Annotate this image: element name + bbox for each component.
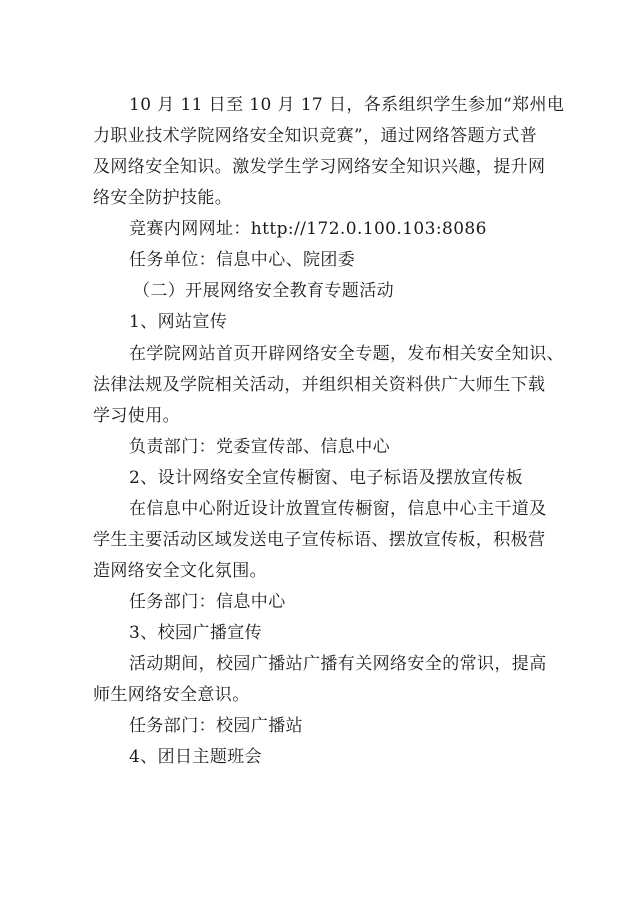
paragraph-display-line-1: 在信息中心附近设计放置宣传橱窗，信息中心主干道及 bbox=[129, 499, 547, 519]
paragraph-display-line-3: 造网络安全文化氛围。 bbox=[93, 561, 267, 581]
contest-url-line: 竞赛内网网址：http://172.0.100.103:8086 bbox=[129, 219, 487, 239]
item-2-heading: 2、设计网络安全宣传橱窗、电子标语及摆放宣传板 bbox=[129, 468, 524, 488]
paragraph-website-line-3: 学习使用。 bbox=[93, 406, 180, 426]
paragraph-broadcast-line-2: 师生网络安全意识。 bbox=[93, 685, 250, 705]
paragraph-broadcast-line-1: 活动期间，校园广播站广播有关网络安全的常识，提高 bbox=[129, 654, 547, 674]
task-dept-line-2: 任务部门：信息中心 bbox=[129, 592, 286, 612]
section-heading-2: （二）开展网络安全教育专题活动 bbox=[133, 281, 394, 301]
item-3-heading: 3、校园广播宣传 bbox=[129, 623, 263, 643]
task-unit-line: 任务单位：信息中心、院团委 bbox=[129, 250, 356, 270]
paragraph-contest-line-3: 及网络安全知识。激发学生学习网络安全知识兴趣，提升网 bbox=[93, 157, 546, 177]
paragraph-website-line-2: 法律法规及学院相关活动，并组织相关资料供广大师生下载 bbox=[93, 375, 546, 395]
item-4-heading: 4、团日主题班会 bbox=[129, 747, 263, 767]
paragraph-display-line-2: 学生主要活动区域发送电子宣传标语、摆放宣传板，积极营 bbox=[93, 530, 546, 550]
task-dept-line-3: 任务部门：校园广播站 bbox=[129, 716, 303, 736]
paragraph-contest-line-1: 10 月 11 日至 10 月 17 日，各系组织学生参加“郑州电 bbox=[129, 95, 565, 115]
item-1-heading: 1、网站宣传 bbox=[129, 312, 228, 332]
responsible-dept-line-1: 负责部门：党委宣传部、信息中心 bbox=[129, 437, 390, 457]
paragraph-contest-line-2: 力职业技术学院网络安全知识竞赛”，通过网络答题方式普 bbox=[93, 126, 538, 146]
paragraph-website-line-1: 在学院网站首页开辟网络安全专题，发布相关安全知识、 bbox=[129, 344, 564, 364]
paragraph-contest-line-4: 络安全防护技能。 bbox=[93, 188, 233, 208]
